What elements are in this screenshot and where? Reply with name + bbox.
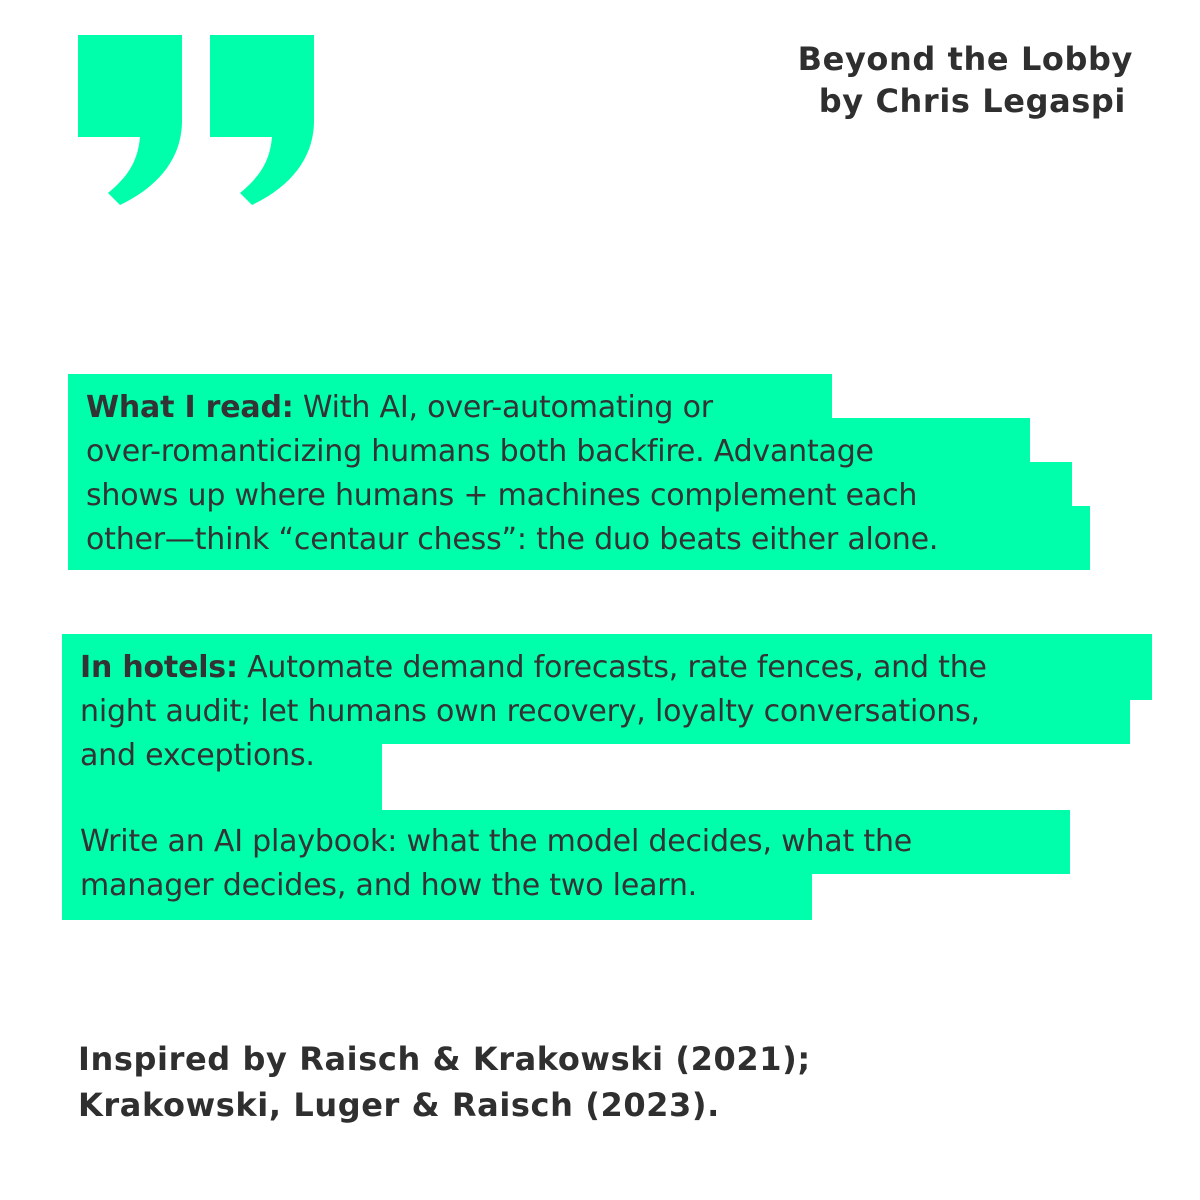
block2-line-5: manager decides, and how the two learn. [80,868,698,903]
what-i-read-block [86,386,938,562]
citation-line-2: Krakowski, Luger & Raisch (2023). [78,1086,720,1124]
block2-line-3: and exceptions. [80,738,315,773]
block1-line-1 [86,386,938,430]
header [798,38,1133,122]
block2-line-2: night audit; let humans own recovery, loyalty conversations, [80,694,980,729]
block1-line-3: shows up where humans + machines complement each [86,478,918,513]
block1-line-1-text: With AI, over-automating or [293,390,713,425]
closing-quote-icon [78,35,318,210]
block2-line-4: Write an AI playbook: what the model decides, what the [80,824,913,859]
header-title: Beyond the Lobby [797,40,1133,78]
citation-footer [78,1036,811,1128]
block2-spacer [80,778,987,820]
block1-line-4: other—think “centaur chess”: the duo beats either alone. [86,522,939,557]
block2-lead: In hotels: [80,650,238,685]
block1-line-2: over-romanticizing humans both backfire. Advantage [86,434,874,469]
header-byline: by Chris Legaspi [818,82,1126,120]
citation-line-1: Inspired by Raisch & Krakowski (2021); [78,1040,811,1078]
in-hotels-block [80,646,987,908]
block2-line-1-text: Automate demand forecasts, rate fences, and the [237,650,987,685]
block1-lead: What I read: [86,390,294,425]
block2-line-1 [80,646,987,690]
